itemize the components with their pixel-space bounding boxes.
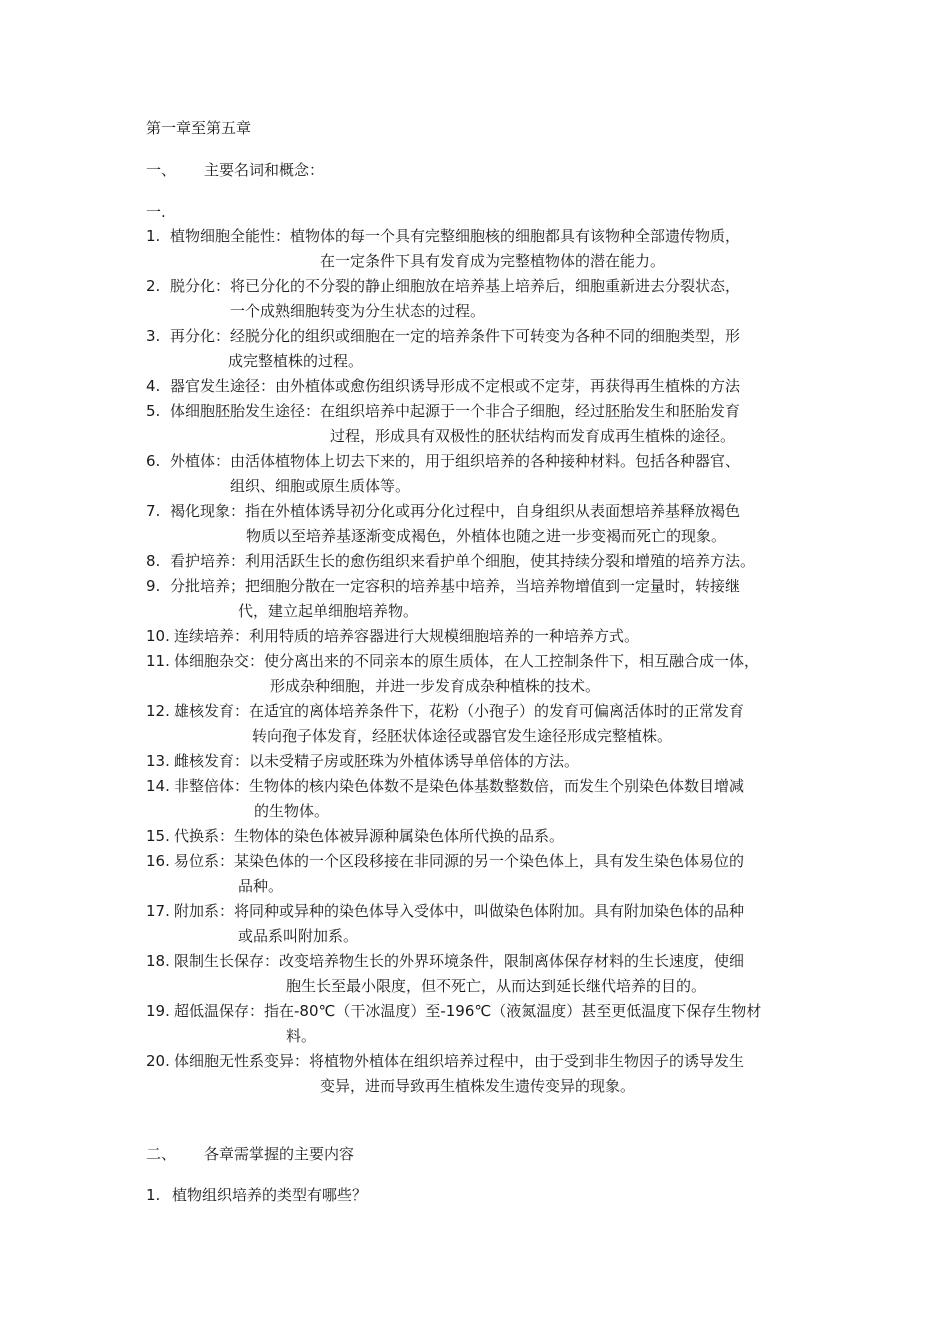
definition-line: 体细胞无性系变异：将植物外植体在组织培养过程中，由于受到非生物因子的诱导发生 (174, 1052, 745, 1070)
definition-line: 看护培养：利用活跃生长的愈伤组织来看护单个细胞，使其持续分裂和增殖的培养方法。 (170, 552, 756, 570)
item-number: 13. (146, 752, 170, 770)
definition-item (146, 624, 810, 649)
definition-continuation: 胞生长至最小限度，但不死亡，从而达到延长继代培养的目的。 (286, 977, 707, 995)
definition-item (146, 274, 810, 324)
question-number: 1. (146, 1186, 161, 1204)
item-number: 15. (146, 827, 170, 845)
definition-continuation: 在一定条件下具有发育成为完整植物体的潜在能力。 (320, 252, 666, 270)
definition-line: 非整倍体：生物体的核内染色体数不是染色体基数整数倍，而发生个别染色体数目增减 (174, 777, 745, 795)
definition-line: 褐化现象：指在外植体诱导初分化或再分化过程中，自身组织从表面想培养基释放褐色 (170, 502, 741, 520)
definition-line: 器官发生途径：由外植体或愈伤组织诱导形成不定根或不定芽，再获得再生植株的方法 (170, 377, 741, 395)
definition-continuation: 组织、细胞或原生质体等。 (230, 477, 411, 495)
item-number: 17. (146, 902, 170, 920)
definition-item (146, 499, 810, 549)
definition-continuation: 或品系叫附加系。 (238, 927, 359, 945)
definition-line: 雄核发育：在适宜的离体培养条件下，花粉（小孢子）的发育可偏离活体时的正常发育 (174, 702, 745, 720)
definition-item (146, 549, 810, 574)
item-number: 16. (146, 852, 170, 870)
definition-continuation: 料。 (286, 1027, 317, 1045)
definition-line: 体细胞杂交：使分离出来的不同亲本的原生质体，在人工控制条件下，相互融合成一体， (174, 652, 760, 670)
question-item (146, 1185, 367, 1205)
definition-item (146, 699, 810, 749)
sub-heading: 一. (146, 203, 166, 221)
item-number: 5. (146, 402, 161, 420)
definition-item (146, 824, 810, 849)
definition-continuation: 的生物体。 (254, 802, 330, 820)
definition-continuation: 代，建立起单细胞培养物。 (238, 602, 419, 620)
definition-item (146, 1049, 810, 1099)
definition-line: 超低温保存：指在-80℃（干冰温度）至-196℃（液氮温度）甚至更低温度下保存生物材 (174, 1002, 762, 1020)
item-number: 14. (146, 777, 170, 795)
definition-continuation: 物质以至培养基逐渐变成褐色，外植体也随之进一步变褐而死亡的现象。 (246, 527, 727, 545)
definition-continuation: 品种。 (238, 877, 284, 895)
definition-line: 易位系：某染色体的一个区段移接在非同源的另一个染色体上，具有发生染色体易位的 (174, 852, 745, 870)
definition-item (146, 899, 810, 949)
definition-item (146, 449, 810, 499)
definition-line: 再分化：经脱分化的组织或细胞在一定的培养条件下可转变为各种不同的细胞类型，形 (170, 327, 741, 345)
definition-continuation: 成完整植株的过程。 (228, 352, 364, 370)
definition-item (146, 849, 810, 899)
definition-line: 连续培养：利用特质的培养容器进行大规模细胞培养的一种培养方式。 (174, 627, 640, 645)
item-number: 1. (146, 227, 161, 245)
definition-item (146, 949, 810, 999)
section-label: 各章需掌握的主要内容 (204, 1145, 355, 1163)
question-text: 植物组织培养的类型有哪些？ (172, 1186, 368, 1204)
section-number: 二、 (146, 1145, 177, 1163)
item-number: 20. (146, 1052, 170, 1070)
item-number: 8. (146, 552, 161, 570)
definition-continuation: 转向孢子体发育，经胚状体途径或器官发生途径形成完整植株。 (252, 727, 673, 745)
definition-line: 代换系：生物体的染色体被异源种属染色体所代换的品系。 (174, 827, 565, 845)
definition-line: 雌核发育：以未受精子房或胚珠为外植体诱导单倍体的方法。 (174, 752, 580, 770)
section-heading-1 (146, 160, 324, 180)
section-number: 一、 (146, 161, 177, 179)
definition-item (146, 324, 810, 374)
definition-line: 分批培养；把细胞分散在一定容积的培养基中培养，当培养物增值到一定量时，转接继 (170, 577, 741, 595)
item-number: 18. (146, 952, 170, 970)
definition-line: 限制生长保存：改变培养物生长的外界环境条件，限制离体保存材料的生长速度，使细 (174, 952, 745, 970)
definition-line: 植物细胞全能性：植物体的每一个具有完整细胞核的细胞都具有该物种全部遗传物质， (170, 227, 741, 245)
definition-item (146, 399, 810, 449)
item-number: 9. (146, 577, 161, 595)
item-number: 11. (146, 652, 170, 670)
definition-continuation: 形成杂种细胞，并进一步发育成杂种植株的技术。 (270, 677, 601, 695)
item-number: 12. (146, 702, 170, 720)
item-number: 2. (146, 277, 161, 295)
definition-item (146, 999, 810, 1049)
section-heading-2 (146, 1144, 354, 1164)
definition-continuation: 过程，形成具有双极性的胚状结构而发育成再生植株的途径。 (330, 427, 736, 445)
item-number: 19. (146, 1002, 170, 1020)
definition-item (146, 649, 810, 699)
definition-item (146, 749, 810, 774)
definition-line: 外植体：由活体植物体上切去下来的，用于组织培养的各种接种材料。包括各种器官、 (170, 452, 741, 470)
definition-line: 脱分化：将已分化的不分裂的静止细胞放在培养基上培养后，细胞重新进去分裂状态， (170, 277, 741, 295)
item-number: 3. (146, 327, 161, 345)
document-title: 第一章至第五章 (146, 119, 252, 137)
item-number: 10. (146, 627, 170, 645)
item-number: 6. (146, 452, 161, 470)
item-number: 7. (146, 502, 161, 520)
definition-continuation: 一个成熟细胞转变为分生状态的过程。 (230, 302, 486, 320)
definition-line: 体细胞胚胎发生途径：在组织培养中起源于一个非合子细胞，经过胚胎发生和胚胎发育 (170, 402, 741, 420)
item-number: 4. (146, 377, 161, 395)
definition-line: 附加系：将同种或异种的染色体导入受体中，叫做染色体附加。具有附加染色体的品种 (174, 902, 745, 920)
definition-continuation: 变异，进而导致再生植株发生遗传变异的现象。 (320, 1077, 636, 1095)
definition-item (146, 574, 810, 624)
definition-item (146, 224, 810, 274)
section-label: 主要名词和概念： (204, 161, 325, 179)
definition-item (146, 374, 810, 399)
definition-item (146, 774, 810, 824)
